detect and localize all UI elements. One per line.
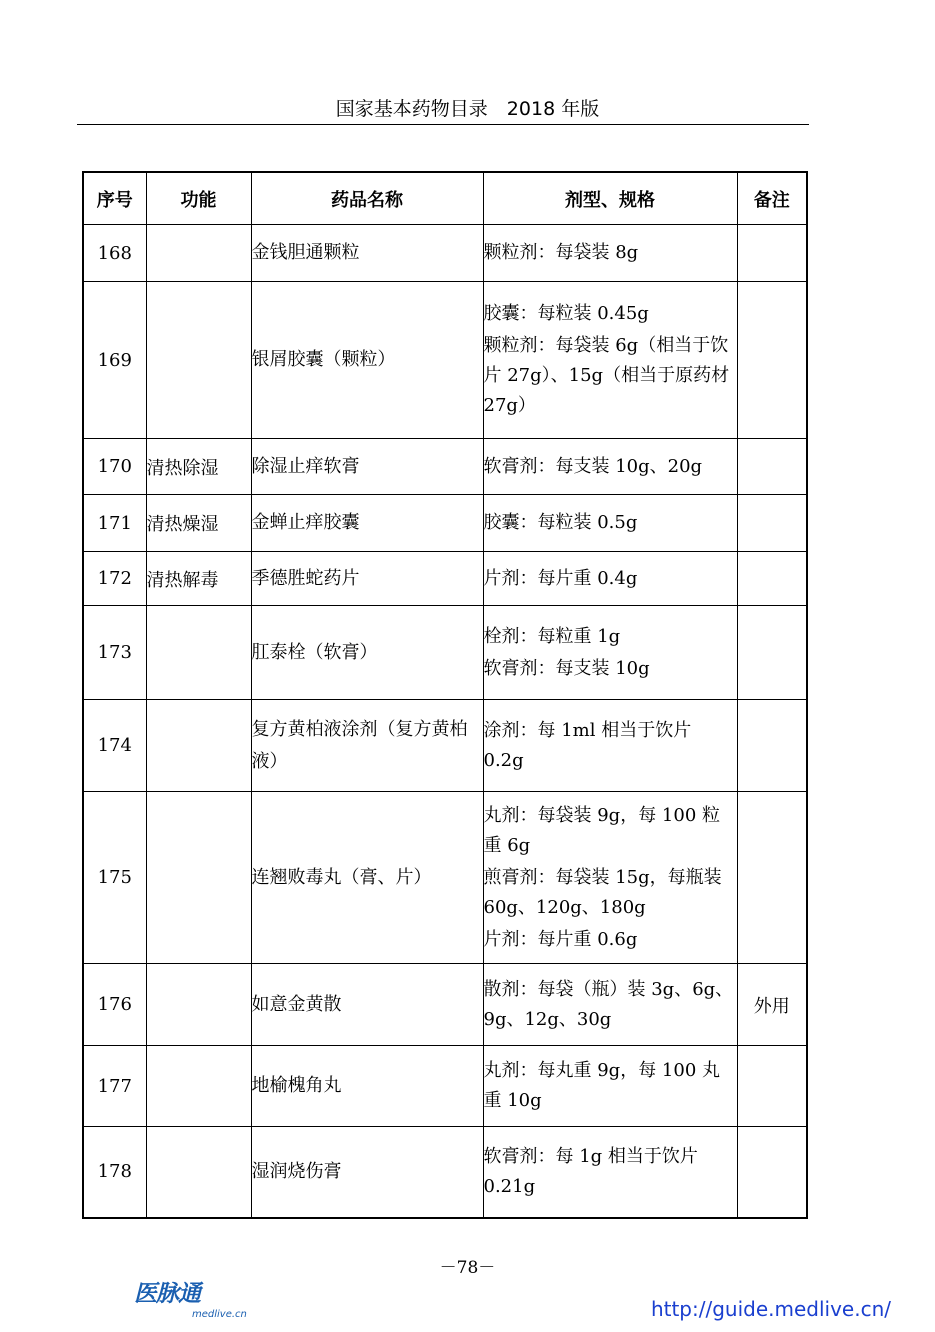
row-number: 173 <box>83 606 146 700</box>
row-number: 176 <box>83 964 146 1046</box>
row-note <box>737 439 807 495</box>
table-row <box>83 964 807 1046</box>
row-drug-name: 季德胜蛇药片 <box>251 552 483 606</box>
row-drug-name: 地榆槐角丸 <box>251 1046 483 1127</box>
spec-line: 胶囊：每粒装 0.45g <box>483 303 649 324</box>
row-note <box>737 606 807 700</box>
row-function <box>146 700 251 792</box>
row-function <box>146 792 251 964</box>
column-header-no: 序号 <box>83 172 146 225</box>
footer-url-link[interactable]: http://guide.medlive.cn/ <box>650 1297 891 1321</box>
table-row <box>83 282 807 439</box>
spec-line: 颗粒剂：每袋装 6g（相当于饮片 27g）、15g（相当于原药材 27g） <box>483 335 730 416</box>
column-header-function: 功能 <box>146 172 251 225</box>
row-note <box>737 282 807 439</box>
spec-line: 软膏剂：每支装 10g、20g <box>483 455 703 477</box>
row-number: 170 <box>83 439 146 495</box>
row-spec <box>483 792 737 964</box>
row-function: 清热除湿 <box>146 439 251 495</box>
row-drug-name: 金钱胆通颗粒 <box>251 225 483 282</box>
spec-line: 软膏剂：每 1g 相当于饮片 0.21g <box>483 1145 698 1197</box>
table-row <box>83 1127 807 1218</box>
spec-line: 片剂：每片重 0.6g <box>483 928 638 950</box>
table-header-row <box>83 172 807 225</box>
spec-line: 胶囊：每粒装 0.5g <box>483 512 638 533</box>
spec-line: 丸剂：每袋装 9g，每 100 粒重 6g <box>483 804 720 856</box>
row-drug-name: 湿润烧伤膏 <box>251 1127 483 1218</box>
row-spec <box>483 1127 737 1218</box>
row-drug-name: 银屑胶囊（颗粒） <box>251 282 483 439</box>
row-spec <box>483 282 737 439</box>
table-row <box>83 439 807 495</box>
row-spec <box>483 964 737 1046</box>
column-header-note: 备注 <box>737 172 807 225</box>
row-drug-name: 肛泰栓（软膏） <box>251 606 483 700</box>
spec-line: 煎膏剂：每袋装 15g，每瓶装 60g、120g、180g <box>483 866 722 918</box>
row-spec <box>483 225 737 282</box>
row-note <box>737 700 807 792</box>
row-spec <box>483 439 737 495</box>
spec-line: 软膏剂：每支装 10g <box>483 657 650 679</box>
row-function <box>146 964 251 1046</box>
row-drug-name: 金蝉止痒胶囊 <box>251 495 483 552</box>
row-note <box>737 1127 807 1218</box>
spec-line: 丸剂：每丸重 9g，每 100 丸重 10g <box>483 1060 720 1111</box>
table-row <box>83 495 807 552</box>
row-number: 178 <box>83 1127 146 1218</box>
page-header-title: 国家基本药物目录 2018 年版 <box>335 98 600 120</box>
row-number: 172 <box>83 552 146 606</box>
logo-subtext: medlive.cn <box>192 1309 247 1320</box>
page-number: －78－ <box>439 1258 496 1278</box>
spec-line: 栓剂：每粒重 1g <box>483 625 621 647</box>
row-number: 171 <box>83 495 146 552</box>
row-note <box>737 792 807 964</box>
table-row <box>83 1046 807 1127</box>
row-spec <box>483 606 737 700</box>
row-spec <box>483 700 737 792</box>
drug-table <box>82 171 808 1219</box>
table-row <box>83 552 807 606</box>
spec-line: 颗粒剂：每袋装 8g <box>483 242 639 263</box>
row-note <box>737 552 807 606</box>
row-note <box>737 1046 807 1127</box>
spec-line: 散剂：每袋（瓶）装 3g、6g、9g、12g、30g <box>483 978 734 1030</box>
row-spec <box>483 495 737 552</box>
row-drug-name: 如意金黄散 <box>251 964 483 1046</box>
row-spec <box>483 1046 737 1127</box>
spec-line: 涂剂：每 1ml 相当于饮片 0.2g <box>483 719 692 771</box>
row-function <box>146 282 251 439</box>
medlive-logo <box>134 1281 247 1321</box>
row-number: 174 <box>83 700 146 792</box>
row-note <box>737 225 807 282</box>
table-row <box>83 700 807 792</box>
row-function: 清热燥湿 <box>146 495 251 552</box>
table-row <box>83 606 807 700</box>
row-number: 169 <box>83 282 146 439</box>
row-function <box>146 1046 251 1127</box>
row-function <box>146 606 251 700</box>
row-number: 168 <box>83 225 146 282</box>
header-divider <box>77 124 809 125</box>
row-note: 外用 <box>737 964 807 1046</box>
row-note <box>737 495 807 552</box>
logo-text: 医脉通 <box>134 1281 200 1307</box>
row-spec <box>483 552 737 606</box>
spec-line: 片剂：每片重 0.4g <box>483 567 638 589</box>
row-function <box>146 225 251 282</box>
column-header-drug-name: 药品名称 <box>251 172 483 225</box>
row-drug-name: 连翘败毒丸（膏、片） <box>251 792 483 964</box>
row-drug-name: 除湿止痒软膏 <box>251 439 483 495</box>
table-row <box>83 225 807 282</box>
row-drug-name: 复方黄柏液涂剂（复方黄柏液） <box>251 700 483 792</box>
row-number: 177 <box>83 1046 146 1127</box>
row-function: 清热解毒 <box>146 552 251 606</box>
row-function <box>146 1127 251 1218</box>
table-row <box>83 792 807 964</box>
column-header-spec: 剂型、规格 <box>483 172 737 225</box>
row-number: 175 <box>83 792 146 964</box>
